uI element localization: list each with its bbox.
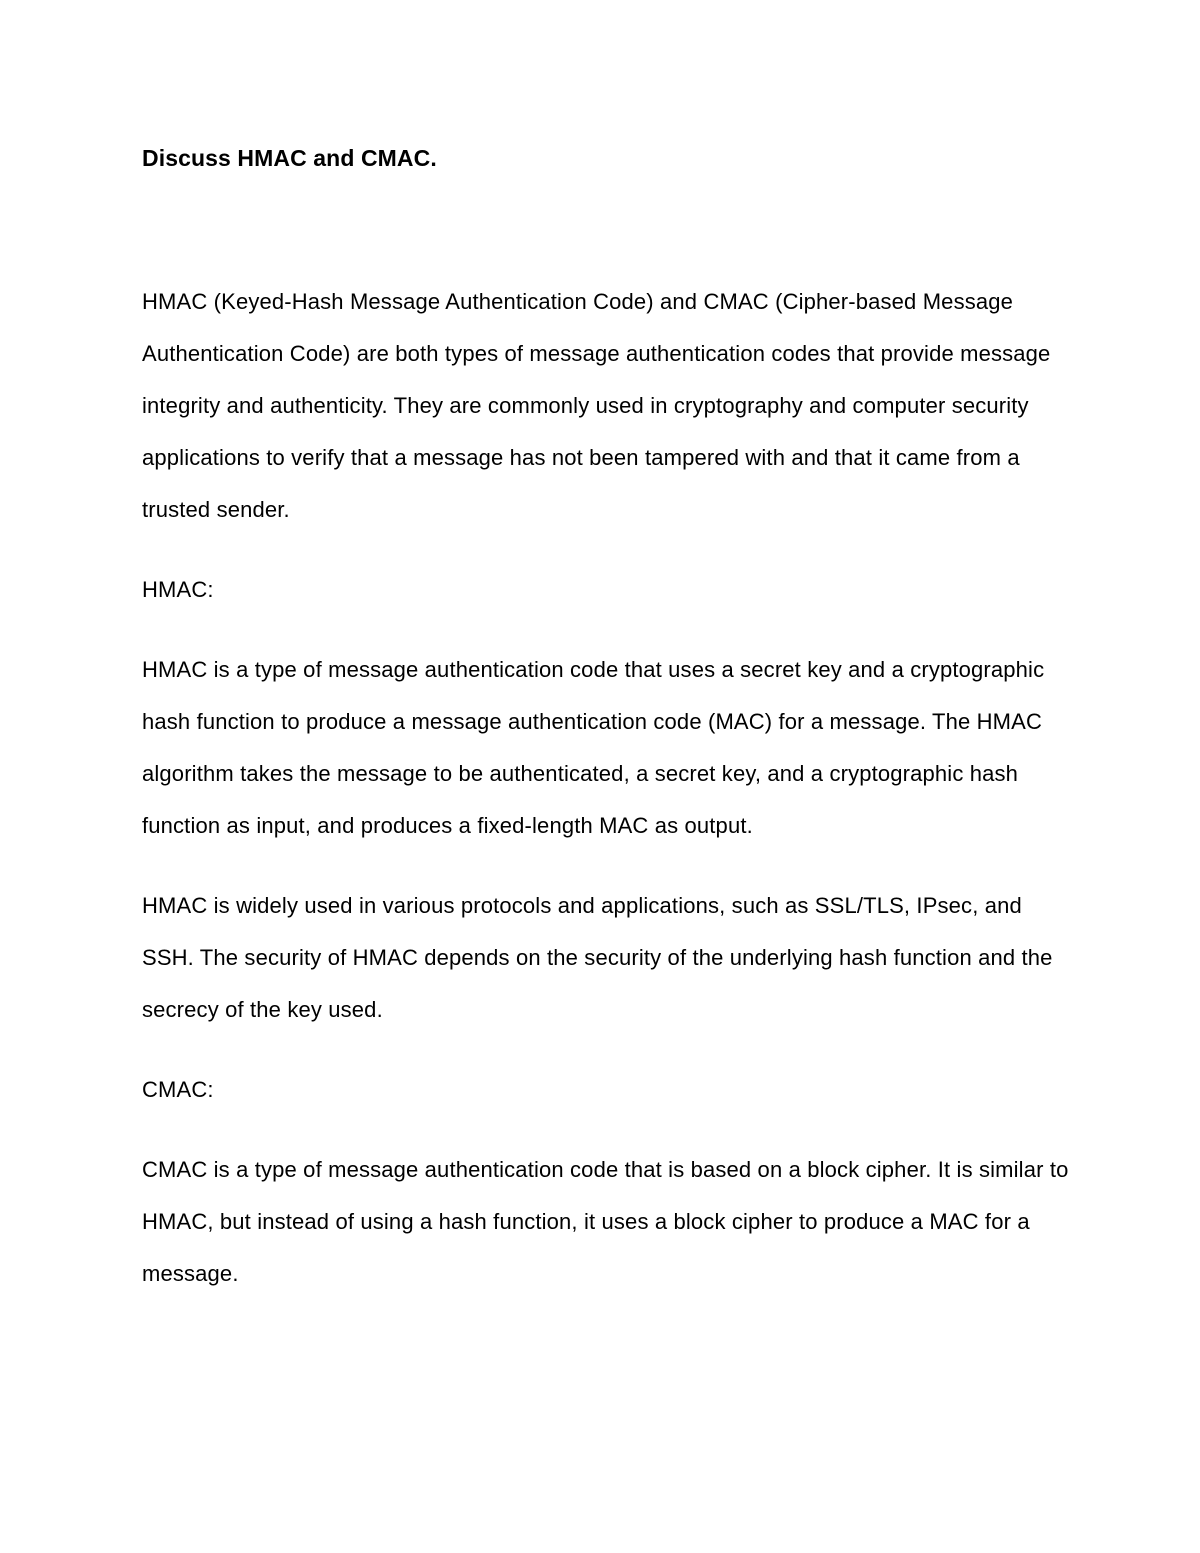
document-body — [142, 138, 1072, 1300]
cmac-paragraph-1: CMAC is a type of message authentication code that is based on a block cipher. It is similar to HMAC, but instead of using a hash function, it uses a block cipher to produce a MAC for a message. — [142, 1157, 1069, 1286]
hmac-paragraph-2: HMAC is widely used in various protocols and applications, such as SSL/TLS, IPsec, and SSH. The security of HMAC depends on the security of the underlying hash function and the secrecy of the key used. — [142, 893, 1053, 1022]
document-title: Discuss HMAC and CMAC. — [142, 145, 437, 171]
hmac-paragraph-1: HMAC is a type of message authentication code that uses a secret key and a cryptographic hash function to produce a message authentication code (MAC) for a message. The HMAC algorithm takes the message to be authenticated, a secret key, and a cryptographic hash function as input, and produces a fixed-length MAC as output. — [142, 657, 1045, 838]
intro-paragraph: HMAC (Keyed-Hash Message Authentication Code) and CMAC (Cipher-based Message Authentication Code) are both types of message authentication codes that provide message integrity and authenticity. They are commonly used in cryptography and computer security applications to verify that a message has not been tampered with and that it came from a trusted sender. — [142, 289, 1051, 522]
section-heading-cmac: CMAC: — [142, 1077, 214, 1102]
section-heading-hmac: HMAC: — [142, 577, 214, 602]
